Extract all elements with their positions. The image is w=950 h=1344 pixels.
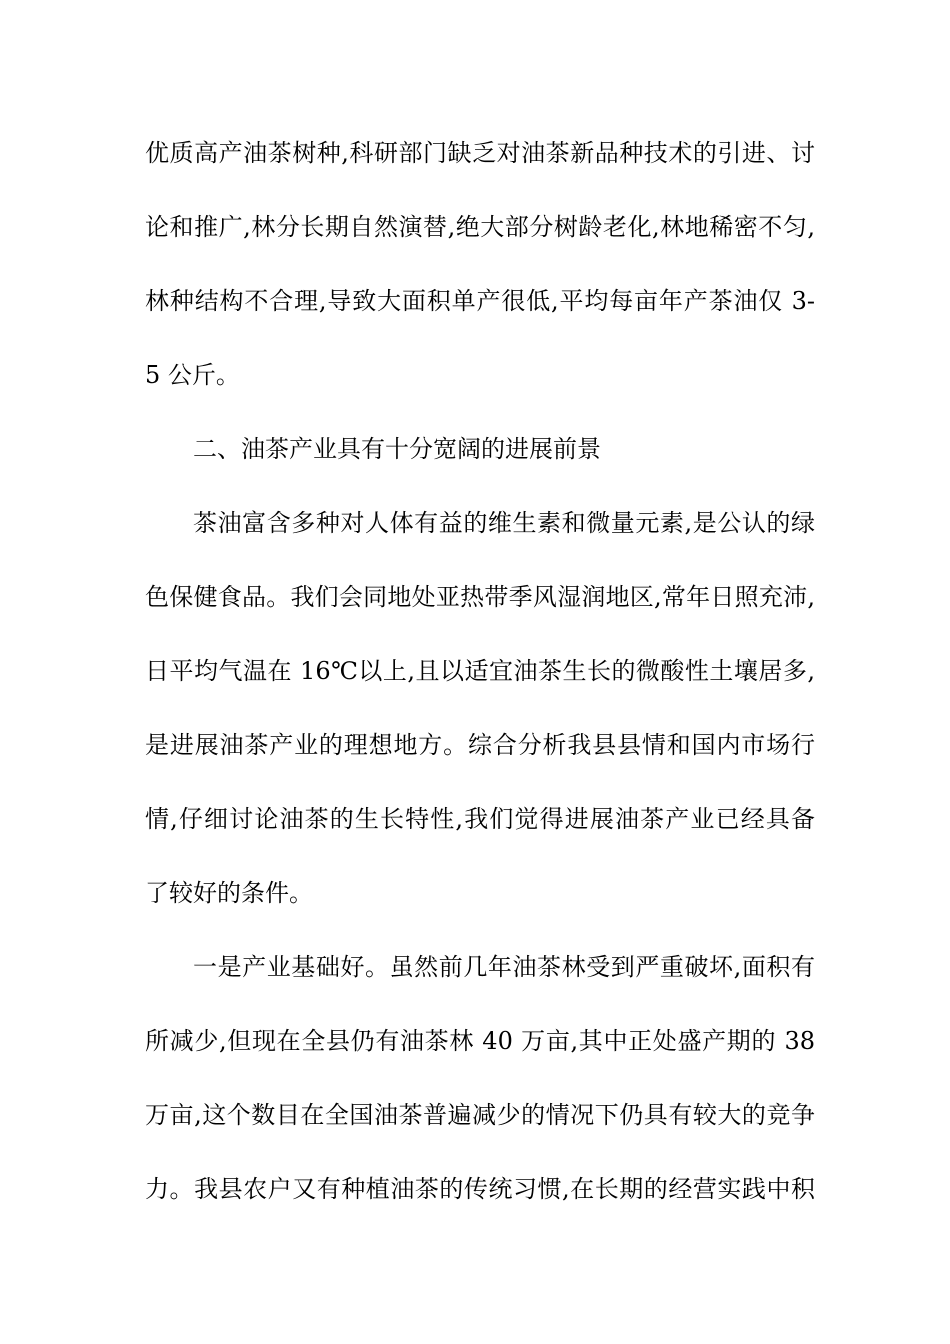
- text-line-3: 林种结构不合理,导致大面积单产很低,平均每亩年产茶油仅 3-: [145, 287, 815, 315]
- text-line-10: 情,仔细讨论油茶的生长特性,我们觉得进展油茶产业已经具备: [145, 805, 815, 833]
- text-line-11: 了较好的条件。: [145, 879, 313, 907]
- text-line-9: 是进展油茶产业的理想地方。综合分析我县县情和国内市场行: [145, 731, 815, 759]
- text-line-1: 优质高产油茶树种,科研部门缺乏对油茶新品种技术的引进、讨: [145, 139, 815, 167]
- text-line-15: 力。我县农户又有种植油茶的传统习惯,在长期的经营实践中积: [145, 1175, 815, 1203]
- section-heading: 二、油茶产业具有十分宽阔的进展前景: [193, 435, 601, 463]
- text-line-4: 5 公斤。: [145, 361, 240, 389]
- text-line-13: 所减少,但现在全县仍有油茶林 40 万亩,其中正处盛产期的 38: [145, 1027, 815, 1055]
- text-line-2: 论和推广,林分长期自然演替,绝大部分树龄老化,林地稀密不匀,: [145, 213, 815, 241]
- text-line-6: 茶油富含多种对人体有益的维生素和微量元素,是公认的绿: [193, 509, 815, 537]
- text-line-14: 万亩,这个数目在全国油茶普遍减少的情况下仍具有较大的竞争: [145, 1101, 815, 1129]
- text-line-7: 色保健食品。我们会同地处亚热带季风湿润地区,常年日照充沛,: [145, 583, 815, 611]
- text-line-12: 一是产业基础好。虽然前几年油茶林受到严重破坏,面积有: [193, 953, 815, 981]
- text-line-8: 日平均气温在 16℃以上,且以适宜油茶生长的微酸性土壤居多,: [145, 657, 815, 685]
